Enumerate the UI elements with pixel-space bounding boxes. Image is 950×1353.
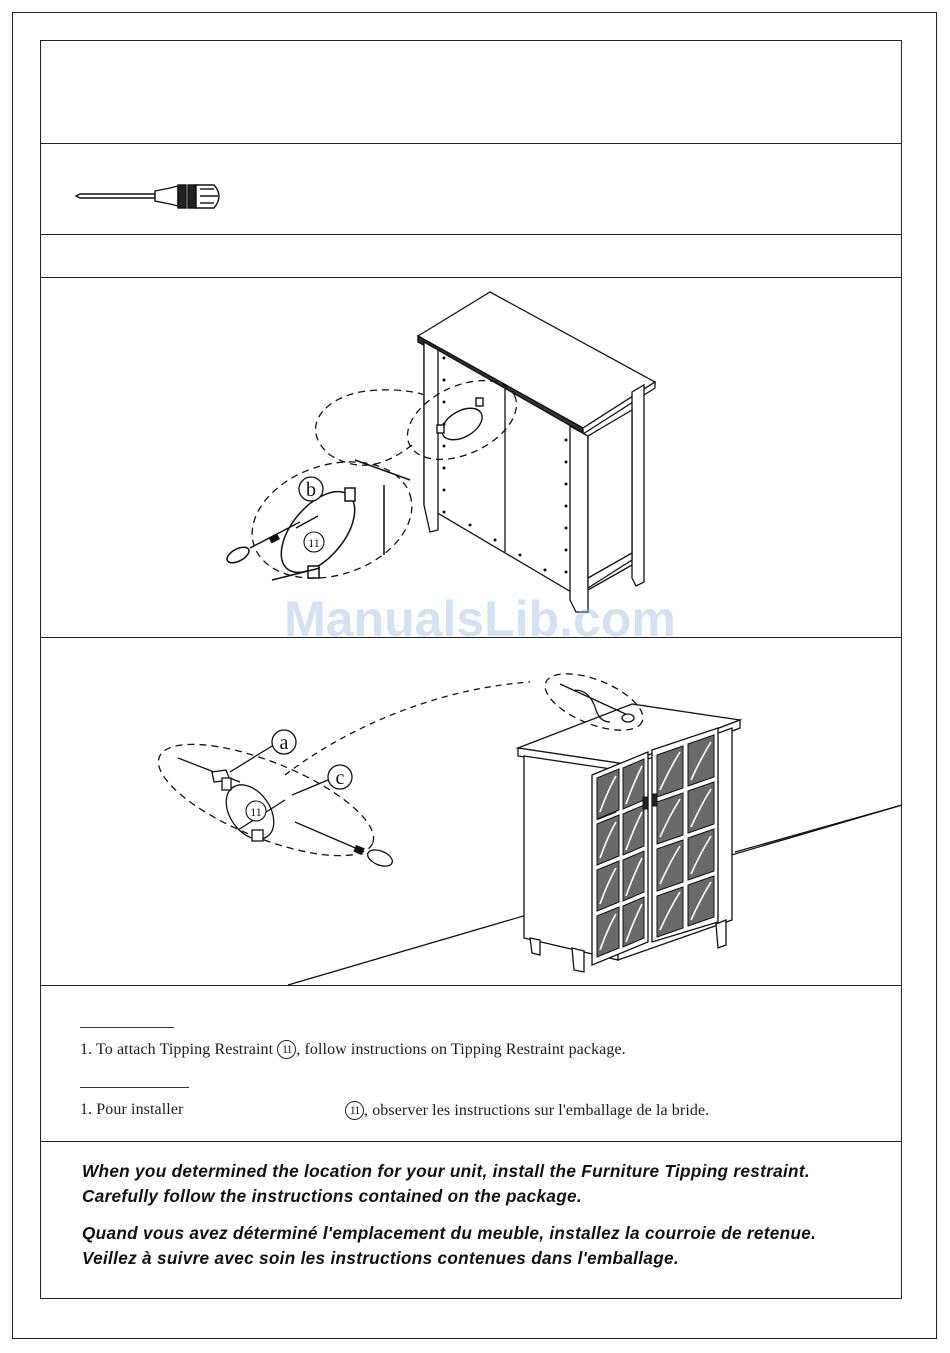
warning-en-line2: Carefully follow the instructions contained on the package. xyxy=(82,1186,582,1206)
connector-arc xyxy=(285,682,530,775)
restraint-bottom-detail xyxy=(145,722,395,879)
warning-fr-line1: Quand vous avez déterminé l'emplacement du meuble, installez la courroie de retenue. xyxy=(82,1223,817,1243)
french-instruction-prefix: 1. Pour installer xyxy=(80,1101,184,1118)
warning-en-line1: When you determined the location for your unit, install the Furniture Tipping restraint. xyxy=(82,1161,810,1181)
french-heading-rule xyxy=(80,1087,189,1088)
part-11-label-bottom: 11 xyxy=(250,805,262,819)
french-instruction-suffix: , observer les instructions sur l'emballage de la bride. xyxy=(364,1102,710,1119)
part-c-label: c xyxy=(335,767,345,789)
english-instruction-prefix: 1. To attach Tipping Restraint xyxy=(80,1041,274,1058)
english-instruction xyxy=(80,1040,626,1059)
english-heading-rule xyxy=(80,1027,174,1028)
english-instruction-suffix: , follow instructions on Tipping Restraint package. xyxy=(296,1041,626,1058)
part-b-label: b xyxy=(306,479,316,501)
part-a-label: a xyxy=(279,732,289,754)
english-part-ref: 11 xyxy=(277,1040,296,1059)
warning-fr-line2: Veillez à suivre avec soin les instructions contenues dans l'emballage. xyxy=(82,1248,679,1268)
french-instruction xyxy=(345,1101,709,1120)
part-11-label-top: 11 xyxy=(308,536,320,550)
french-part-ref: 11 xyxy=(345,1101,364,1120)
watermark: ManualsLib.com xyxy=(284,591,676,647)
